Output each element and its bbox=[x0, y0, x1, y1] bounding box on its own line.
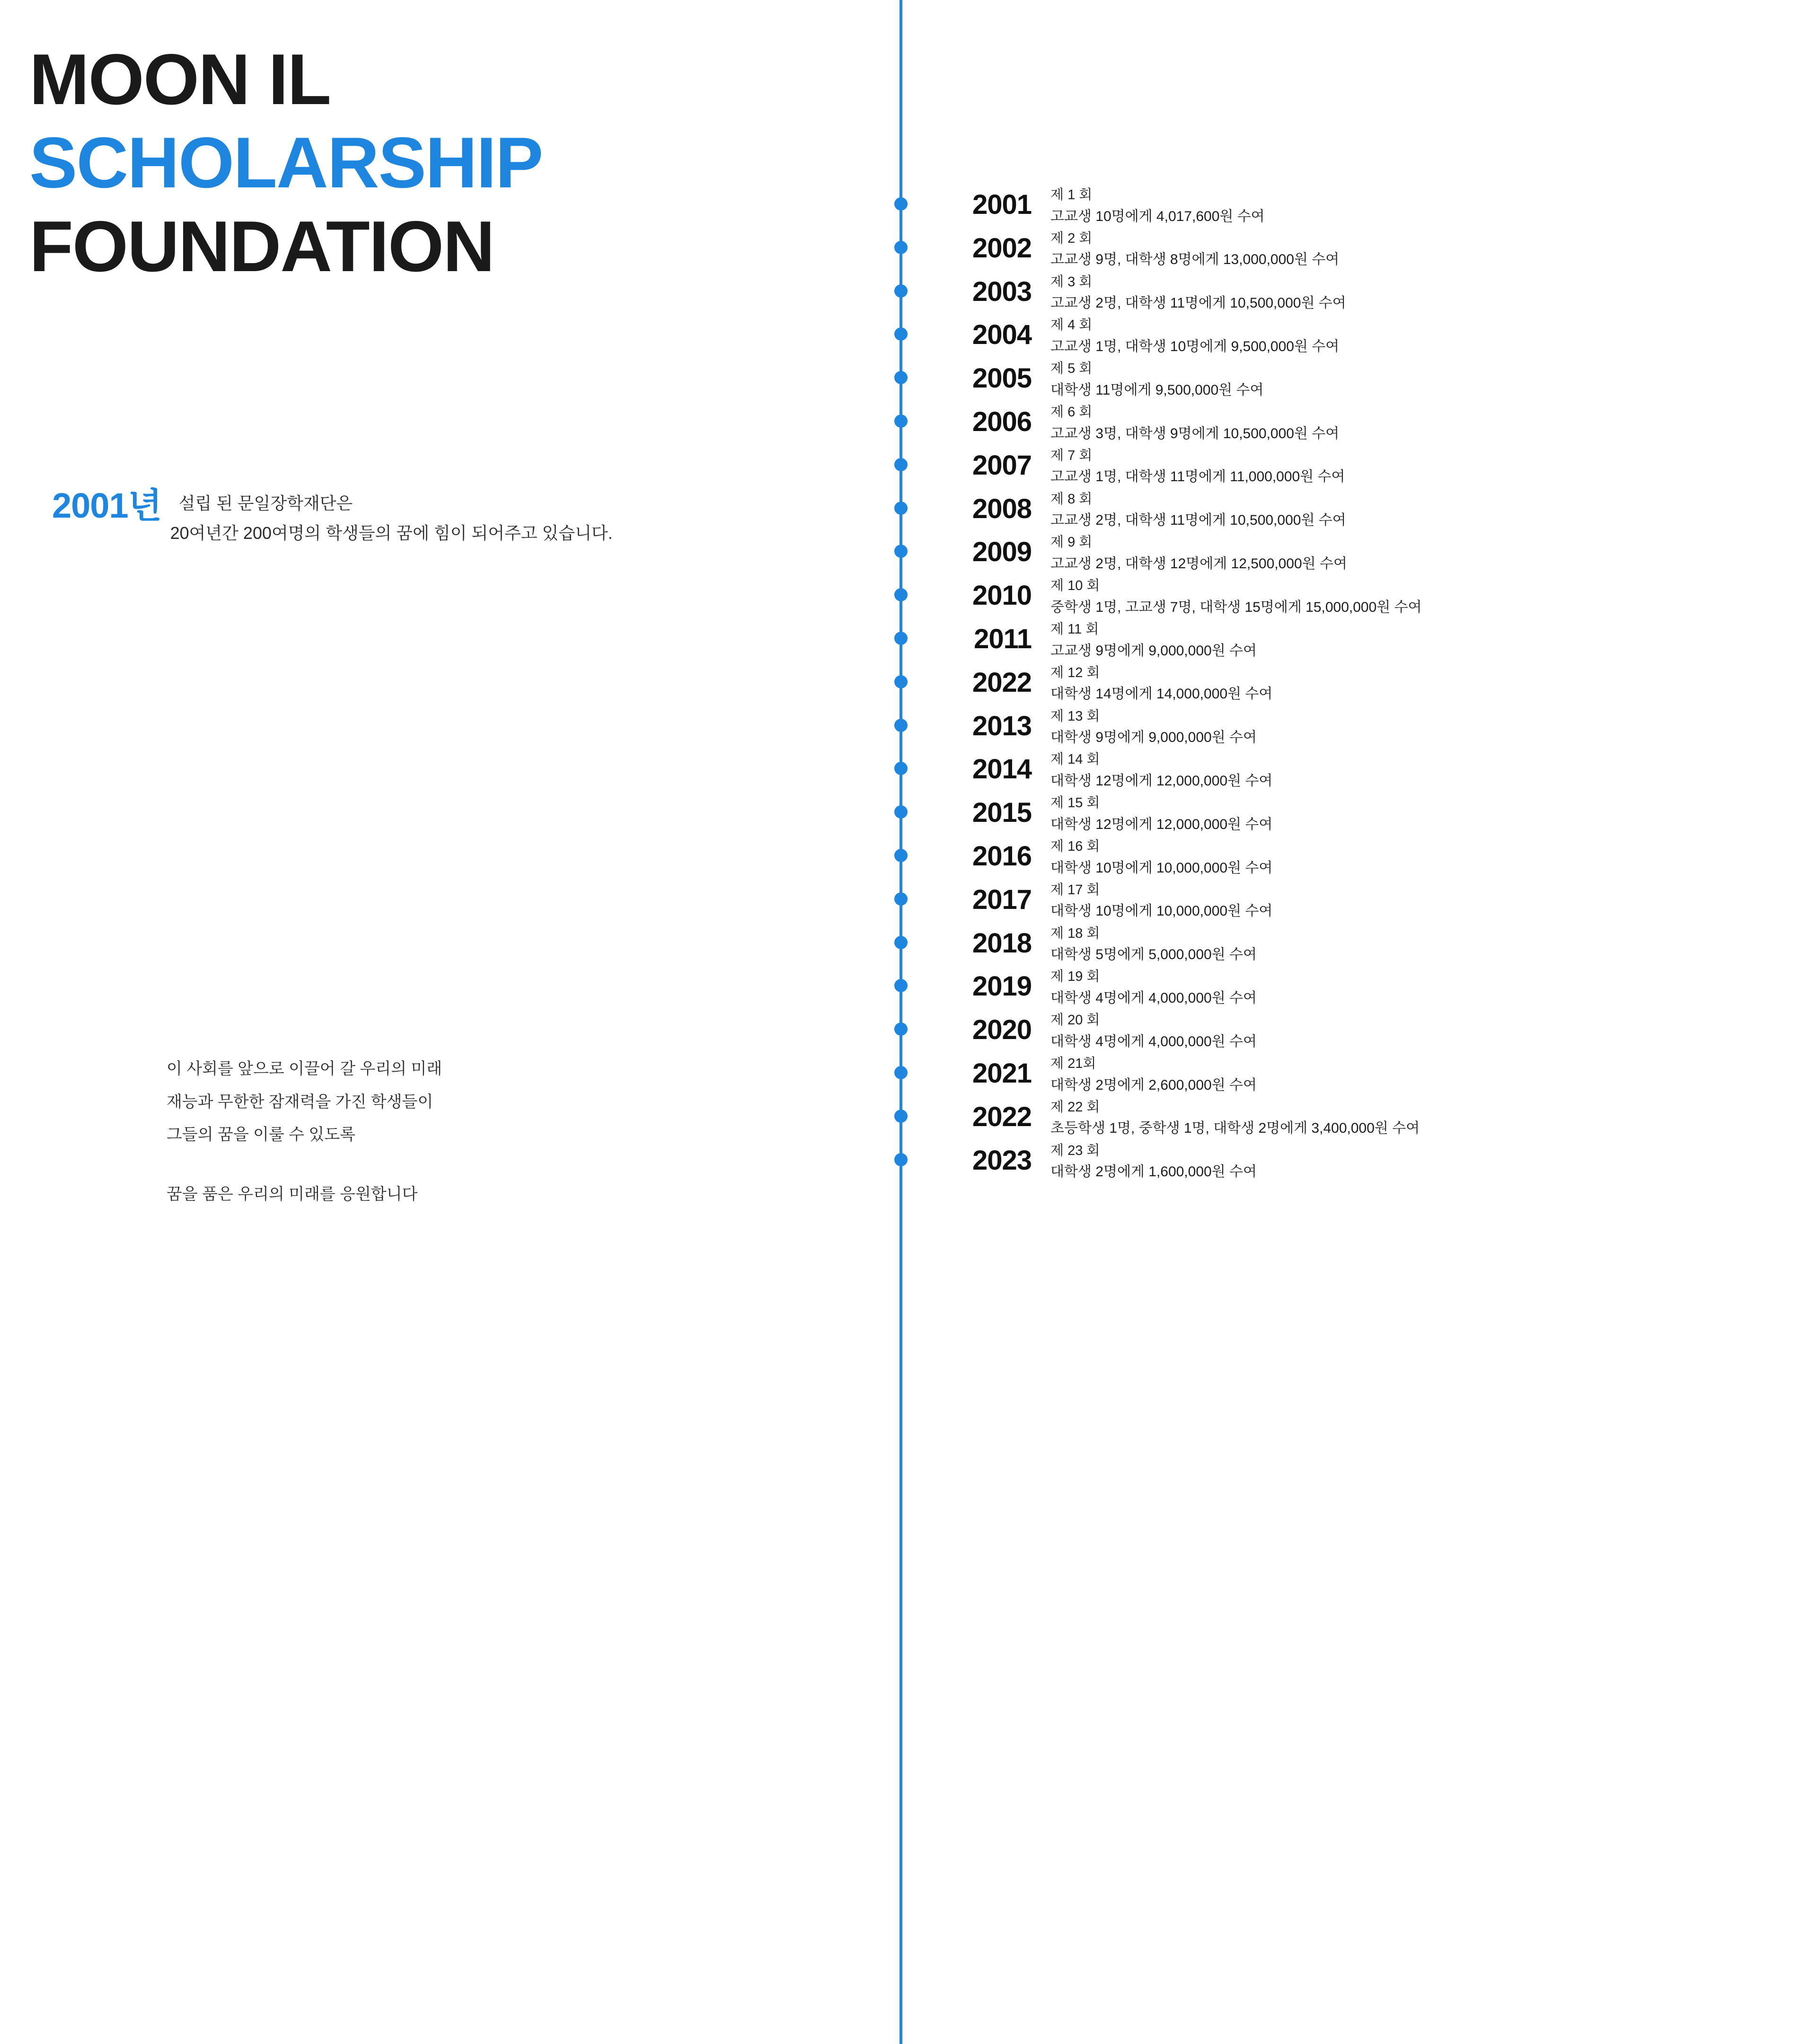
timeline-dot-icon bbox=[894, 588, 908, 601]
timeline-detail: 대학생 14명에게 14,000,000원 수여 bbox=[1050, 686, 1273, 702]
timeline-entry-text bbox=[1050, 1097, 1808, 1140]
timeline-round-label: 제 23 회 bbox=[1050, 1143, 1100, 1158]
timeline-year: 2006 bbox=[972, 406, 1032, 437]
timeline-year: 2001 bbox=[972, 189, 1032, 220]
timeline-dot-icon bbox=[894, 979, 908, 992]
timeline-detail: 대학생 5명에게 5,000,000원 수여 bbox=[1050, 947, 1257, 963]
timeline-entry-text bbox=[1050, 489, 1808, 532]
timeline-entry-text bbox=[1050, 1054, 1808, 1096]
timeline-round-label: 제 7 회 bbox=[1050, 448, 1093, 463]
timeline-entry-text bbox=[1050, 185, 1808, 228]
timeline-dot-icon bbox=[894, 805, 908, 819]
timeline-year: 2022 bbox=[972, 667, 1032, 698]
timeline-round-label: 제 3 회 bbox=[1050, 274, 1093, 290]
timeline-year: 2008 bbox=[972, 493, 1032, 524]
timeline-detail: 고교생 9명, 대학생 8명에게 13,000,000원 수여 bbox=[1050, 252, 1340, 268]
timeline-year: 2011 bbox=[974, 624, 1032, 654]
timeline-dot-icon bbox=[894, 197, 908, 211]
timeline-entry-text bbox=[1050, 532, 1808, 575]
timeline-item bbox=[894, 312, 1817, 356]
timeline-detail: 중학생 1명, 고교생 7명, 대학생 15명에게 15,000,000원 수여 bbox=[1050, 599, 1422, 615]
timeline-entry-text bbox=[1050, 272, 1808, 315]
timeline-detail: 고교생 3명, 대학생 9명에게 10,500,000원 수여 bbox=[1050, 425, 1340, 441]
timeline-detail: 대학생 10명에게 10,000,000원 수여 bbox=[1050, 860, 1273, 876]
timeline-year: 2020 bbox=[972, 1014, 1032, 1046]
timeline-dot-icon bbox=[894, 371, 908, 384]
timeline-round-label: 제 11 회 bbox=[1050, 622, 1099, 637]
timeline-round-label: 제 14 회 bbox=[1050, 752, 1100, 767]
timeline-entry-text bbox=[1050, 1141, 1808, 1183]
timeline-dot-icon bbox=[894, 936, 908, 949]
timeline-round-label: 제 8 회 bbox=[1050, 491, 1093, 507]
timeline-detail: 고교생 1명, 대학생 10명에게 9,500,000원 수여 bbox=[1050, 338, 1340, 354]
timeline-detail: 대학생 2명에게 2,600,000원 수여 bbox=[1050, 1077, 1257, 1093]
timeline-entry-text bbox=[1050, 924, 1808, 966]
timeline-year: 2003 bbox=[972, 276, 1032, 307]
timeline-dot-icon bbox=[894, 458, 908, 471]
timeline-dot-icon bbox=[894, 892, 908, 906]
timeline-round-label: 제 21회 bbox=[1050, 1056, 1096, 1071]
timeline-round-label: 제 4 회 bbox=[1050, 317, 1093, 333]
message-line-3: 그들의 꿈을 이룰 수 있도록 bbox=[167, 1126, 356, 1144]
timeline-year: 2019 bbox=[972, 971, 1032, 1002]
timeline-item bbox=[894, 226, 1817, 269]
timeline-entry-text bbox=[1050, 1010, 1808, 1053]
brand-line-2: SCHOLARSHIP bbox=[29, 123, 543, 203]
timeline-year: 2021 bbox=[972, 1058, 1032, 1089]
timeline-entry-text bbox=[1050, 706, 1808, 749]
timeline-entry-text bbox=[1050, 402, 1808, 445]
timeline-year: 2016 bbox=[972, 841, 1032, 872]
timeline-round-label: 제 19 회 bbox=[1050, 969, 1100, 985]
timeline-round-label: 제 6 회 bbox=[1050, 405, 1093, 420]
intro-block bbox=[52, 478, 833, 548]
timeline-item bbox=[894, 486, 1817, 530]
timeline-round-label: 제 13 회 bbox=[1050, 708, 1100, 724]
message-line-1: 이 사회를 앞으로 이끌어 갈 우리의 미래 bbox=[167, 1060, 442, 1078]
timeline-detail: 대학생 11명에게 9,500,000원 수여 bbox=[1050, 382, 1264, 398]
timeline-dot-icon bbox=[894, 284, 908, 298]
timeline-item bbox=[894, 790, 1817, 834]
timeline-entry-text bbox=[1050, 359, 1808, 401]
timeline-item bbox=[894, 356, 1817, 399]
timeline-round-label: 제 9 회 bbox=[1050, 535, 1093, 550]
timeline-detail: 대학생 4명에게 4,000,000원 수여 bbox=[1050, 990, 1257, 1006]
history-timeline bbox=[894, 0, 1817, 2044]
timeline-item bbox=[894, 704, 1817, 747]
timeline-year: 2004 bbox=[972, 319, 1032, 351]
timeline-round-label: 제 20 회 bbox=[1050, 1013, 1100, 1028]
timeline-year: 2007 bbox=[972, 449, 1032, 481]
timeline-detail: 대학생 9명에게 9,000,000원 수여 bbox=[1050, 730, 1257, 746]
timeline-detail: 초등학생 1명, 중학생 1명, 대학생 2명에게 3,400,000원 수여 bbox=[1050, 1120, 1420, 1137]
timeline-item bbox=[894, 1138, 1817, 1181]
brand-line-3: FOUNDATION bbox=[29, 206, 494, 287]
timeline-round-label: 제 1 회 bbox=[1050, 187, 1093, 203]
timeline-entry-text bbox=[1050, 793, 1808, 836]
timeline-round-label: 제 18 회 bbox=[1050, 925, 1100, 941]
timeline-year: 2017 bbox=[972, 884, 1032, 915]
timeline-round-label: 제 12 회 bbox=[1050, 665, 1100, 680]
timeline-detail: 고교생 10명에게 4,017,600원 수여 bbox=[1050, 208, 1265, 224]
timeline-year: 2018 bbox=[972, 927, 1032, 959]
timeline-detail: 고교생 2명, 대학생 11명에게 10,500,000원 수여 bbox=[1050, 512, 1346, 529]
timeline-year: 2015 bbox=[972, 797, 1032, 828]
timeline-item bbox=[894, 1051, 1817, 1094]
timeline-item bbox=[894, 921, 1817, 964]
timeline-item bbox=[894, 443, 1817, 486]
timeline-entry-text bbox=[1050, 315, 1808, 358]
timeline-entry-text bbox=[1050, 576, 1808, 618]
timeline-dot-icon bbox=[894, 632, 908, 645]
timeline-round-label: 제 15 회 bbox=[1050, 795, 1100, 811]
timeline-entry-text bbox=[1050, 880, 1808, 923]
timeline-year: 2013 bbox=[972, 710, 1032, 741]
timeline-item bbox=[894, 834, 1817, 877]
message-line-4: 꿈을 품은 우리의 미래를 응원합니다 bbox=[167, 1185, 418, 1204]
timeline-item bbox=[894, 877, 1817, 921]
timeline-item bbox=[894, 529, 1817, 573]
intro-line-1: 설립 된 문일장학재단은 bbox=[178, 493, 353, 513]
message-spacer bbox=[167, 1152, 782, 1178]
timeline-entry-text bbox=[1050, 663, 1808, 705]
timeline-dot-icon bbox=[894, 414, 908, 428]
timeline-item bbox=[894, 617, 1817, 660]
timeline-dot-icon bbox=[894, 327, 908, 341]
timeline-round-label: 제 10 회 bbox=[1050, 578, 1100, 594]
timeline-detail: 대학생 4명에게 4,000,000원 수여 bbox=[1050, 1033, 1257, 1049]
timeline-dot-icon bbox=[894, 502, 908, 515]
intro-text bbox=[170, 478, 613, 548]
timeline-item bbox=[894, 269, 1817, 313]
timeline-year: 2023 bbox=[972, 1145, 1032, 1176]
timeline-year: 2014 bbox=[972, 754, 1032, 785]
timeline-round-label: 제 22 회 bbox=[1050, 1099, 1100, 1115]
timeline-dot-icon bbox=[894, 545, 908, 558]
timeline-year: 2010 bbox=[972, 580, 1032, 611]
timeline-round-label: 제 5 회 bbox=[1050, 361, 1093, 377]
timeline-detail: 고교생 1명, 대학생 11명에게 11,000,000원 수여 bbox=[1050, 469, 1345, 485]
timeline-detail: 고교생 9명에게 9,000,000원 수여 bbox=[1050, 643, 1257, 659]
intro-line-2: 20여년간 200여명의 학생들의 꿈에 힘이 되어주고 있습니다. bbox=[170, 523, 613, 543]
mission-message bbox=[167, 1053, 782, 1211]
timeline-year: 2022 bbox=[972, 1101, 1032, 1132]
timeline-dot-icon bbox=[894, 719, 908, 732]
intro-year: 2001년 bbox=[52, 486, 162, 525]
timeline-item bbox=[894, 747, 1817, 790]
timeline-item bbox=[894, 573, 1817, 617]
timeline-entry-text bbox=[1050, 229, 1808, 271]
timeline-detail: 고교생 2명, 대학생 12명에게 12,500,000원 수여 bbox=[1050, 555, 1347, 572]
timeline-detail: 대학생 12명에게 12,000,000원 수여 bbox=[1050, 773, 1273, 789]
timeline-item bbox=[894, 1007, 1817, 1051]
timeline-item bbox=[894, 1094, 1817, 1138]
timeline-entry-text bbox=[1050, 619, 1808, 662]
timeline-dot-icon bbox=[894, 241, 908, 254]
timeline-year: 2002 bbox=[972, 232, 1032, 264]
timeline-dot-icon bbox=[894, 762, 908, 775]
timeline-dot-icon bbox=[894, 1153, 908, 1166]
timeline-dot-icon bbox=[894, 1110, 908, 1123]
timeline-item bbox=[894, 964, 1817, 1007]
message-line-2: 재능과 무한한 잠재력을 가진 학생들이 bbox=[167, 1092, 433, 1111]
timeline-entry-text bbox=[1050, 749, 1808, 792]
brand-line-1: MOON IL bbox=[29, 39, 331, 120]
timeline-dot-icon bbox=[894, 675, 908, 688]
page-title bbox=[29, 38, 542, 288]
timeline-detail: 대학생 10명에게 10,000,000원 수여 bbox=[1050, 903, 1273, 919]
timeline-entry-text bbox=[1050, 967, 1808, 1009]
timeline-year: 2005 bbox=[972, 363, 1032, 394]
timeline-detail: 대학생 12명에게 12,000,000원 수여 bbox=[1050, 816, 1273, 832]
timeline-entry-text bbox=[1050, 446, 1808, 488]
timeline-item bbox=[894, 399, 1817, 443]
timeline-item bbox=[894, 660, 1817, 704]
timeline-round-label: 제 2 회 bbox=[1050, 230, 1093, 246]
timeline-item bbox=[894, 182, 1817, 226]
timeline-entry-text bbox=[1050, 837, 1808, 879]
timeline-round-label: 제 16 회 bbox=[1050, 839, 1100, 854]
timeline-dot-icon bbox=[894, 849, 908, 862]
left-column bbox=[0, 0, 894, 2044]
timeline-detail: 고교생 2명, 대학생 11명에게 10,500,000원 수여 bbox=[1050, 295, 1346, 311]
timeline-dot-icon bbox=[894, 1066, 908, 1079]
timeline-round-label: 제 17 회 bbox=[1050, 882, 1100, 898]
timeline-dot-icon bbox=[894, 1022, 908, 1036]
timeline-detail: 대학생 2명에게 1,600,000원 수여 bbox=[1050, 1164, 1257, 1180]
timeline-year: 2009 bbox=[972, 537, 1032, 568]
